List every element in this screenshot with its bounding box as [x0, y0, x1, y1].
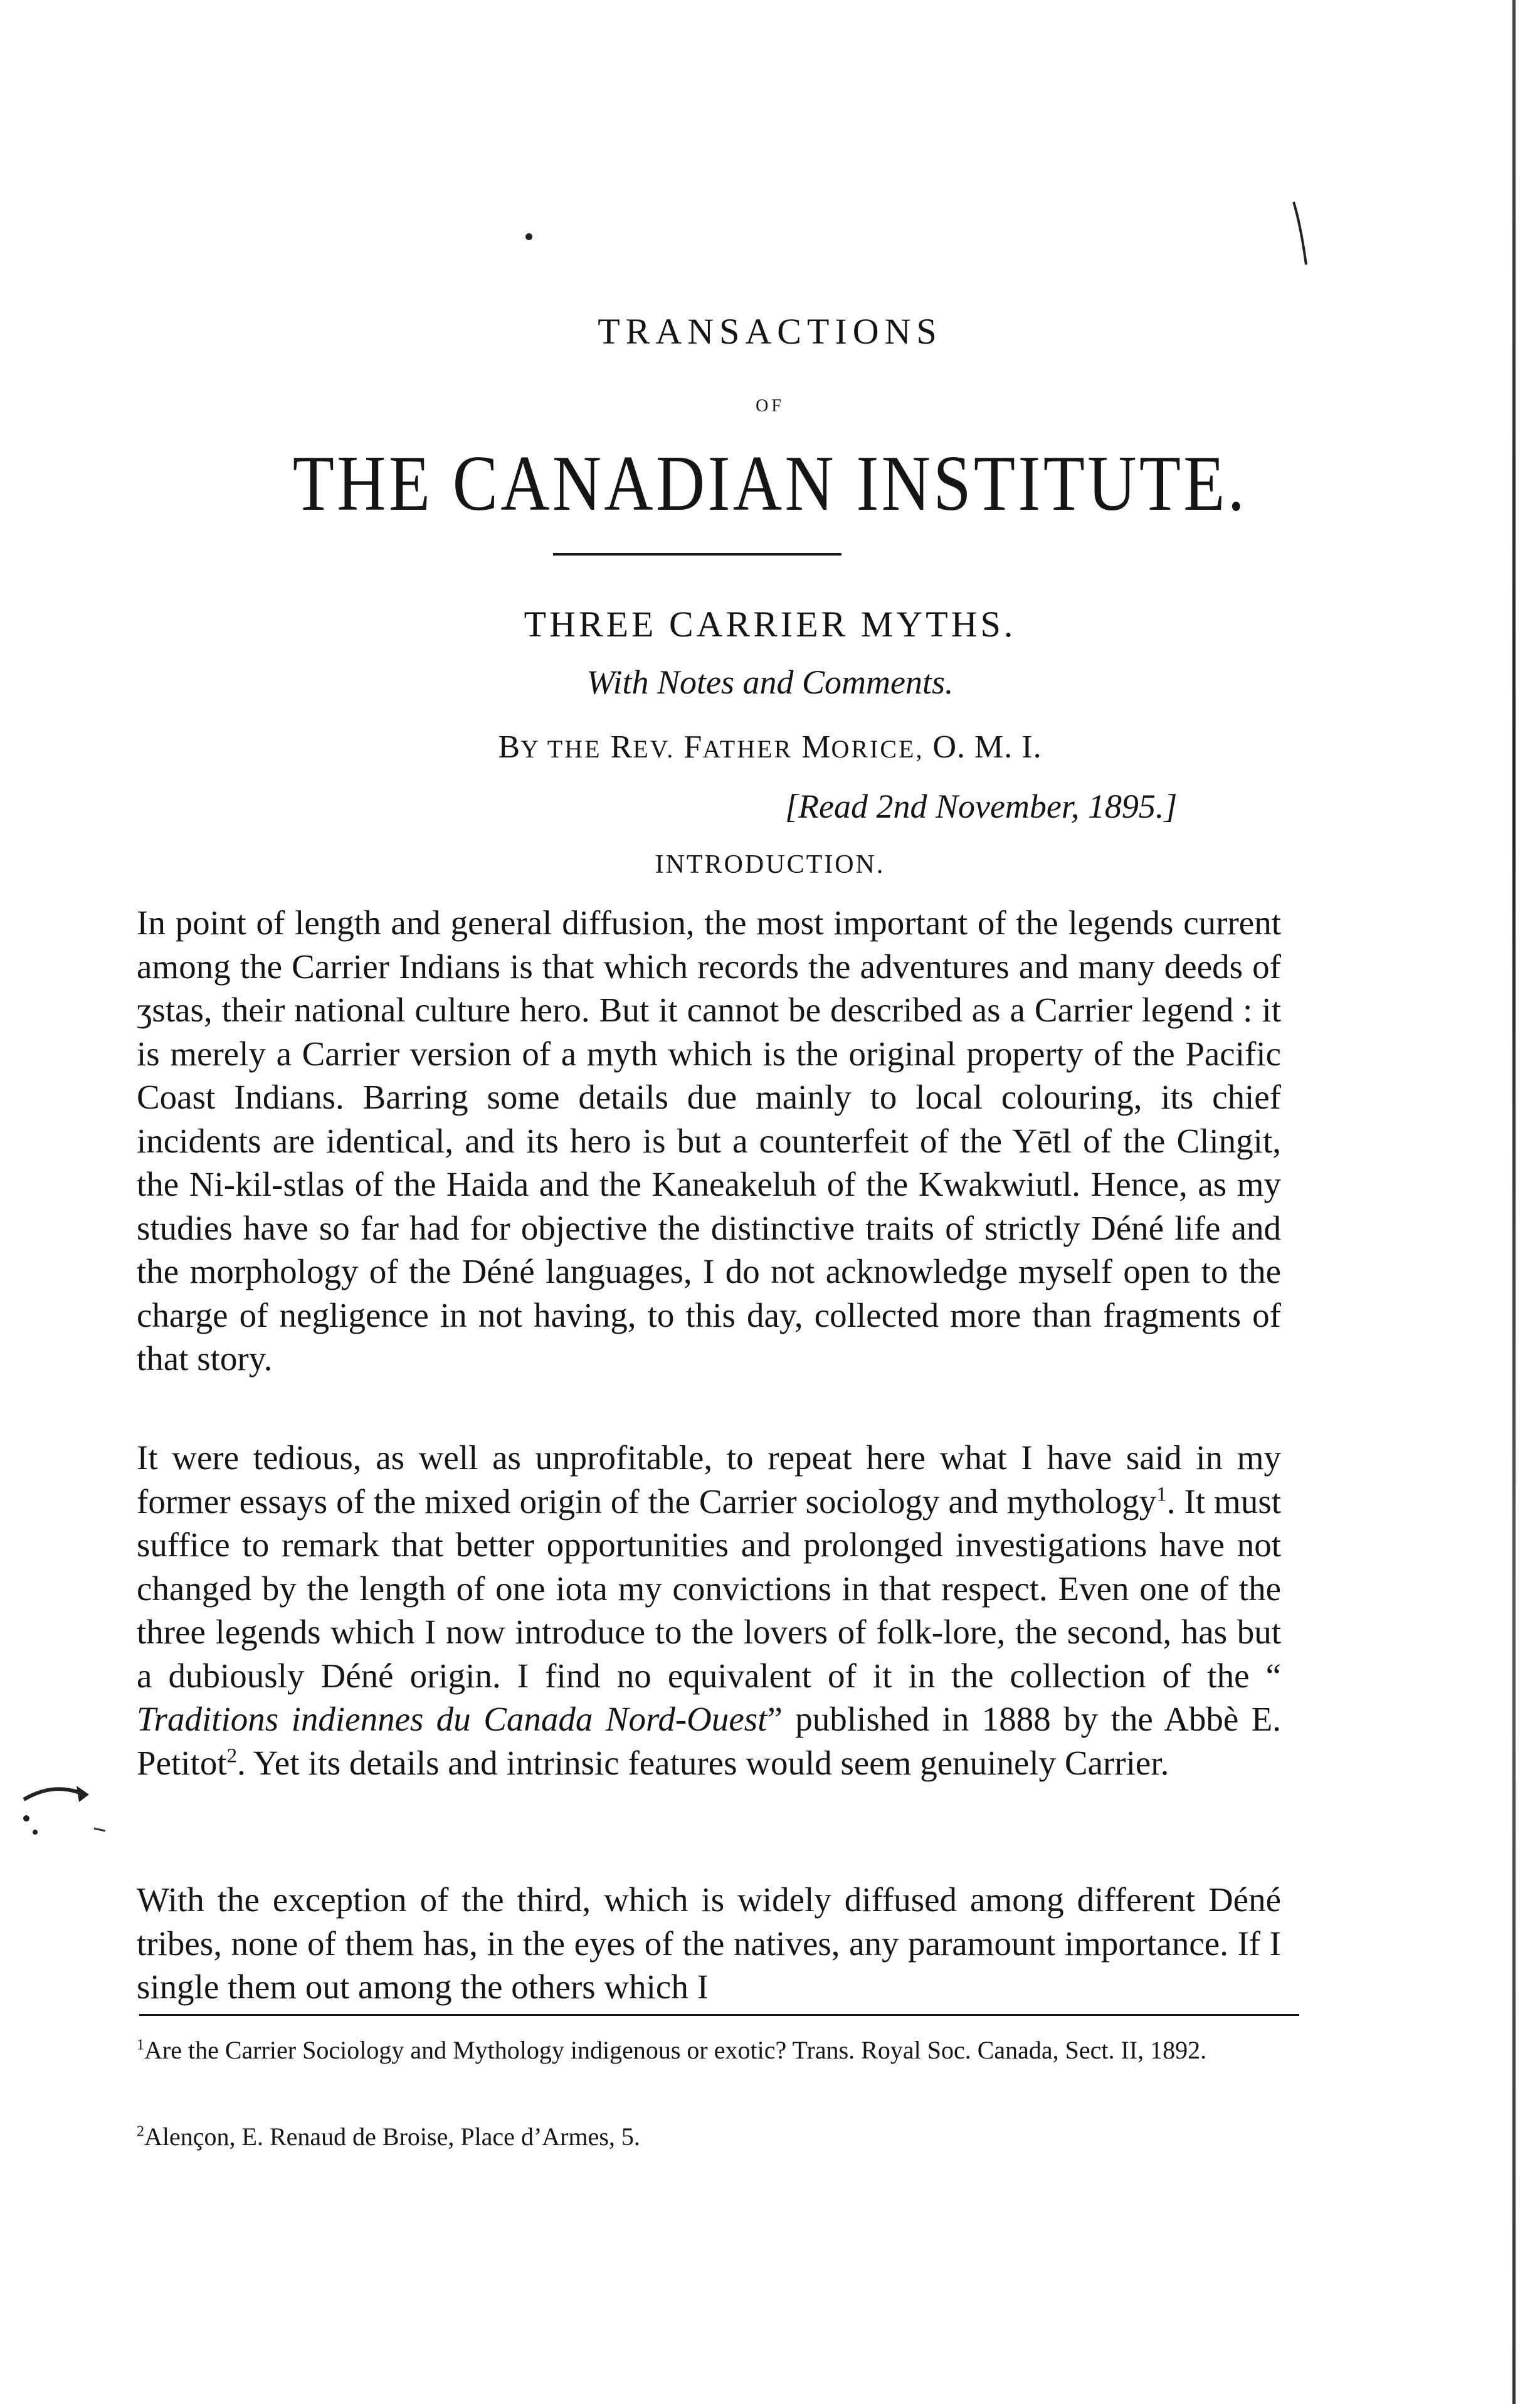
- paragraph-3: With the exception of the third, which is widely diffused among different Déné tribes, none of them has, in the eyes of the natives, any paramount importance. If I single them out among the others which I: [137, 1880, 1281, 2006]
- footnote-rule: [139, 2014, 1299, 2016]
- paragraph-2-text-d: . Yet its details and intrinsic features would seem genuinely Carrier.: [237, 1743, 1169, 1782]
- byline-father-initial: F: [683, 729, 703, 765]
- footnote-1-text: Are the Carrier Sociology and Mythology indigenous or exotic? Trans. Royal Soc. Canada, Sect. II, 1892.: [144, 2036, 1207, 2064]
- paragraph-2-text-c: ” published in 1888 by the Abbè E. Petitot: [137, 1700, 1281, 1782]
- paragraph-1: In point of length and general diffusion, the most important of the legends current among the Carrier Indians is that which records the adventures and many deeds of ʒstas, their national culture hero. But it cannot be described as a Carrier legend : it is merely a Carrier version of a myth which is the original property of the Pacific Coast Indians. Barring some details due mainly to local colouring, its chief incidents are identical, and its hero is but a counterfeit of the Yētl of the Clingit, the Ni-kil-stlas of the Haida and the Kaneakeluh of the Kwakwiutl. Hence, as my studies have so far had for objective the distinctive traits of strictly Déné life and the morphology of the Déné languages, I do not acknowledge myself open to the charge of negligence in not having, to this day, collected more than fragments of that story.: [137, 904, 1281, 1378]
- scan-mark: [1289, 199, 1314, 268]
- footnote-2-text: Alençon, E. Renaud de Broise, Place d’Armes, 5.: [144, 2122, 640, 2151]
- cited-work-title: Traditions indiennes du Canada Nord-Ouest: [137, 1700, 767, 1738]
- paragraph-2-text-a: It were tedious, as well as unprofitable, to repeat here what I have said in my former essays of the mixed origin of the Carrier sociology and mythology: [137, 1438, 1281, 1521]
- article-subtitle: With Notes and Comments.: [586, 663, 954, 701]
- byline-order: O. M. I.: [932, 729, 1042, 765]
- byline-morice-rest: ORICE,: [831, 735, 924, 763]
- byline-rev-rest: EV.: [633, 735, 675, 763]
- byline-father-rest: ATHER: [702, 735, 793, 763]
- footnote-1-mark: 1: [137, 2037, 144, 2053]
- scan-edge: [1512, 0, 1516, 2404]
- journal-heading-of: OF: [756, 396, 784, 416]
- title-rule: [553, 553, 841, 556]
- read-date-note: [Read 2nd November, 1895.]: [785, 788, 1178, 825]
- footnote-ref-1: 1: [1156, 1483, 1167, 1506]
- paragraph-2-text-b: . It must suffice to remark that better opportunities and prolonged investigations have not changed by the length of one iota my convictions in that respect. Even one of the three legends which I now introduce to the lovers of folk-lore, the second, has but a dubiously Déné origin. I find no equivalent of it in the collection of the “: [137, 1482, 1282, 1695]
- byline-by-initial: B: [498, 729, 521, 765]
- footnote-1: [137, 2033, 1297, 2067]
- footnote-2: [137, 2119, 1297, 2154]
- paragraph-2: [137, 1436, 1281, 1785]
- byline-morice-initial: M: [801, 729, 831, 765]
- margin-ink-mark: [11, 1774, 112, 1850]
- byline-rev-initial: R: [610, 729, 633, 765]
- scan-speck: [525, 233, 532, 240]
- journal-heading-transactions: TRANSACTIONS: [598, 311, 942, 352]
- byline-by-rest: Y THE: [520, 735, 602, 763]
- footnote-2-mark: 2: [137, 2123, 144, 2140]
- article-byline: [0, 729, 1540, 766]
- footnote-ref-2: 2: [226, 1744, 238, 1768]
- section-heading: INTRODUCTION.: [655, 850, 885, 879]
- article-title: THREE CARRIER MYTHS.: [524, 604, 1016, 645]
- journal-title: THE CANADIAN INSTITUTE.: [292, 440, 1248, 527]
